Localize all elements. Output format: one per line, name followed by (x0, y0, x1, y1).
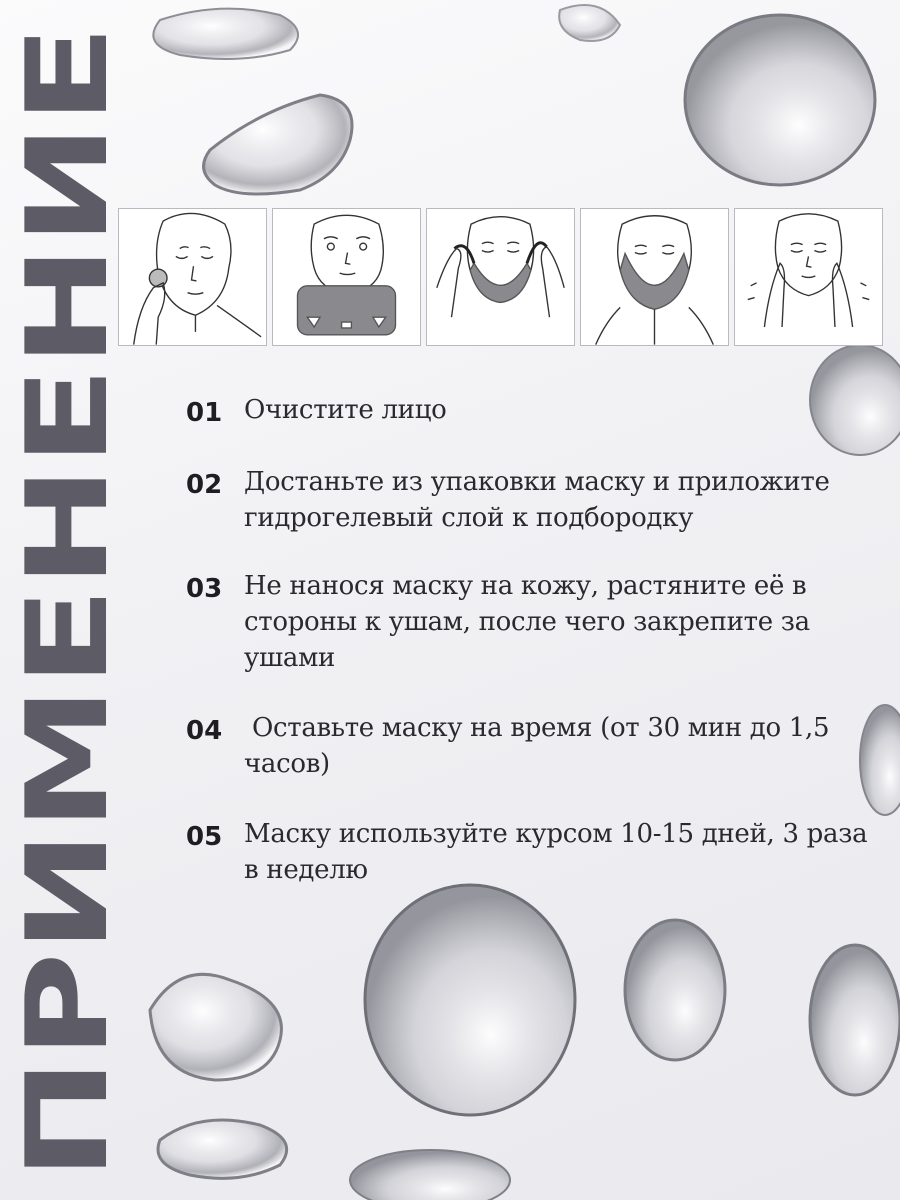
instruction-text: Не нанося маску на кожу, растяните её в стороны к ушам, после чего закрепите за ушами (244, 571, 810, 673)
step-image-4 (580, 208, 729, 346)
vertical-title (3, 20, 133, 1180)
water-drop (204, 95, 352, 194)
page-title: ПРИМЕНЕНИЕ (3, 288, 133, 1180)
instruction-text: Оставьте маску на время (от 30 мин до 1,5 часов) (244, 713, 838, 779)
cleanse-face-illustration (119, 209, 266, 345)
mask-applied-illustration (581, 209, 728, 345)
step-image-2 (272, 208, 421, 346)
instruction-number: 02 (186, 470, 223, 500)
stretch-mask-illustration (427, 209, 574, 345)
water-drop (625, 920, 725, 1060)
instruction-item-2 (186, 464, 864, 536)
water-drop (365, 885, 575, 1115)
step-image-5 (734, 208, 883, 346)
instruction-item-5 (186, 816, 884, 888)
instruction-number: 03 (186, 574, 223, 604)
step-illustrations (118, 208, 890, 348)
water-drop (559, 5, 620, 41)
water-drop (350, 1150, 510, 1200)
instruction-number: 04 (186, 716, 223, 746)
water-drop (150, 974, 281, 1080)
water-drop (158, 1120, 287, 1178)
water-drop (860, 705, 900, 815)
water-drop (685, 15, 875, 185)
instruction-item-4 (186, 710, 844, 782)
instruction-text: Очистите лицо (244, 395, 447, 425)
instruction-number: 05 (186, 822, 223, 852)
instruction-number: 01 (186, 398, 223, 428)
water-drop (810, 345, 900, 455)
instruction-item-3 (186, 568, 834, 676)
step-image-1 (118, 208, 267, 346)
instruction-text: Маску используйте курсом 10-15 дней, 3 раза в неделю (244, 819, 868, 885)
massage-face-illustration (735, 209, 882, 345)
mask-package-illustration (273, 209, 420, 345)
water-drop (810, 945, 900, 1095)
step-image-3 (426, 208, 575, 346)
water-drop (153, 9, 298, 59)
instruction-item-1 (186, 392, 804, 431)
instruction-text: Достаньте из упаковки маску и приложите гидрогелевый слой к подбородку (244, 467, 830, 533)
